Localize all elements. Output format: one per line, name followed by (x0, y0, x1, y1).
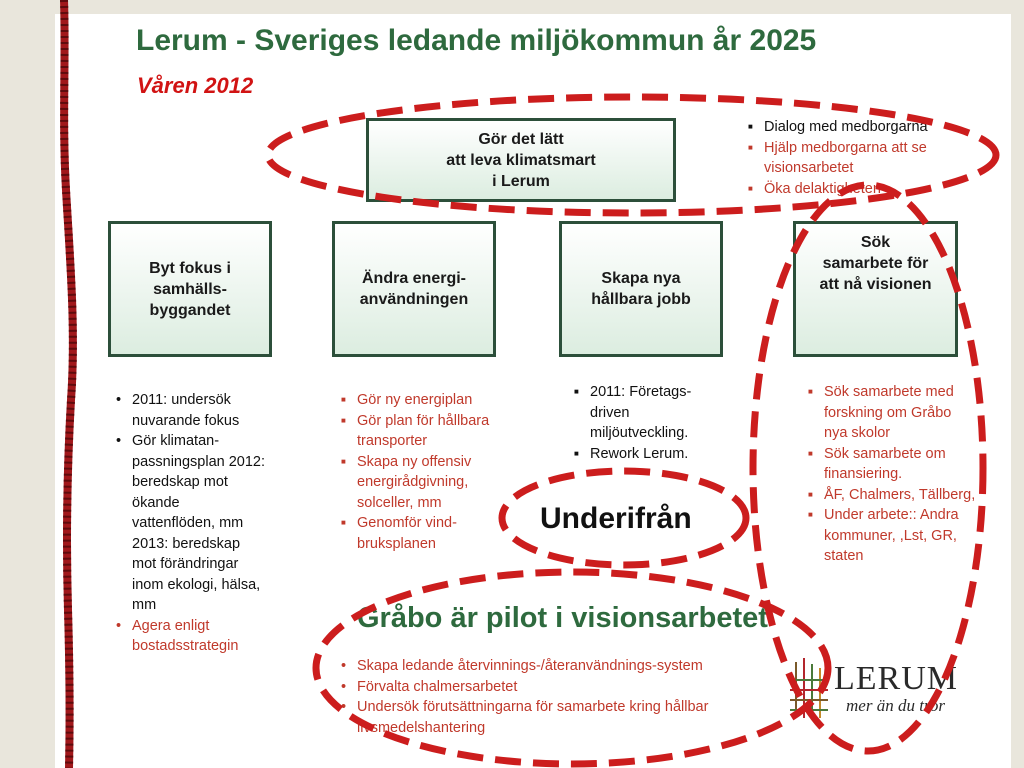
box-andra-energi: Ändra energi- användningen (332, 221, 496, 357)
col2-item: ■ Gör plan för hållbara transporter (341, 411, 511, 452)
col2-item: ■ Skapa ny offensiv energirådgivning, solceller, mm (341, 452, 511, 514)
col4-item: ■ Sök samarbete om finansiering. (808, 444, 978, 485)
box-skapa-jobb: Skapa nya hållbara jobb (559, 221, 723, 357)
box-sok-samarbete: Sök samarbete för att nå visionen (793, 221, 958, 357)
top-bullet-item: ■ Hjälp medborgarna att se visionsarbetet (748, 138, 978, 179)
pilot-bullet-item: • Undersök förutsättningarna för samarbete kring hållbar livsmedelshantering (341, 697, 781, 738)
col2-list (341, 390, 511, 554)
lerum-logo (788, 652, 968, 724)
col1-item: • 2011: undersök nuvarande fokus (116, 390, 266, 431)
logo-wordmark: LERUM (834, 660, 958, 697)
col3-list (574, 382, 719, 464)
col1-item: • Agera enligt bostadsstrategin (116, 616, 266, 657)
box-byt-fokus: Byt fokus i samhälls- byggandet (108, 221, 272, 357)
top-bullet-item: ■ Dialog med medborgarna (748, 117, 978, 138)
col1-list (116, 390, 266, 657)
lerum-emblem-icon (788, 652, 834, 722)
top-goal-box: Gör det lätt att leva klimatsmart i Lerum (366, 118, 676, 202)
col1-item: • Gör klimatan-passningsplan 2012: beredskap mot ökande vattenflöden, mm 2013: beredskap mot förändringar inom ekologi, hälsa, mm (116, 431, 266, 616)
slide-subtitle: Våren 2012 (137, 73, 254, 98)
top-bullet-list (748, 117, 978, 199)
col2-item: ■ Genomför vind-bruksplanen (341, 513, 511, 554)
red-rope-decoration (54, 0, 80, 768)
pilot-bullet-list (341, 656, 781, 738)
pilot-heading: Gråbo är pilot i visionsarbetet (357, 602, 768, 634)
col3-item: ■ 2011: Företags-driven miljöutveckling. (574, 382, 719, 444)
col2-item: ■ Gör ny energiplan (341, 390, 511, 411)
col4-item: ■ ÅF, Chalmers, Tällberg, (808, 485, 978, 506)
pilot-bullet-item: • Förvalta chalmersarbetet (341, 677, 781, 698)
col4-item: ■ Sök samarbete med forskning om Gråbo nya skolor (808, 382, 978, 444)
col4-item: ■ Under arbete:: Andra kommuner, ,Lst, GR, staten (808, 505, 978, 567)
col3-item: ■ Rework Lerum. (574, 444, 719, 465)
underifran-label: Underifrån (540, 502, 692, 535)
top-bullet-item: ■ Öka delaktigheten (748, 179, 978, 200)
col4-list (808, 382, 978, 567)
pilot-bullet-item: • Skapa ledande återvinnings-/återanvändnings-system (341, 656, 781, 677)
slide-title: Lerum - Sveriges ledande miljökommun år 2025 (136, 24, 817, 57)
logo-tagline: mer än du tror (846, 696, 946, 715)
